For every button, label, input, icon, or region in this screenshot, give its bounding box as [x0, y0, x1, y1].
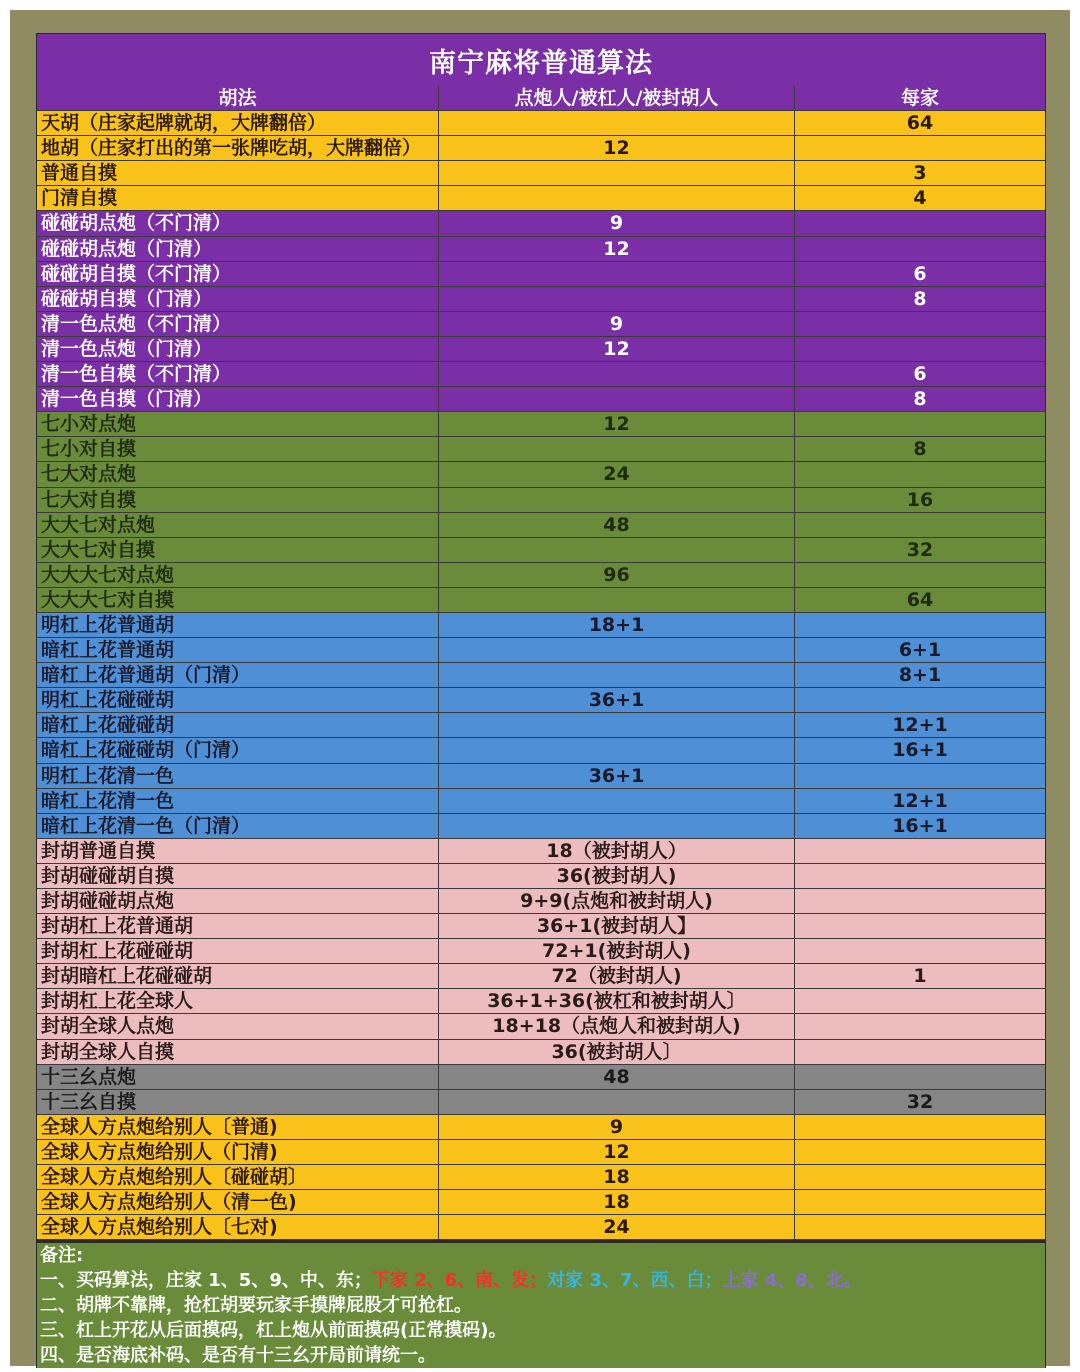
notes-heading: 备注: — [40, 1245, 84, 1266]
notes-section — [37, 1243, 1045, 1368]
table-row — [37, 814, 1045, 839]
row-each-value — [795, 1165, 1045, 1190]
row-each-value: 1 — [795, 964, 1045, 989]
row-each-value: 16+1 — [795, 738, 1045, 763]
table-row — [37, 889, 1045, 914]
row-hand-name: 十三幺自摸 — [37, 1090, 439, 1115]
row-hand-name: 暗杠上花清一色（门清） — [37, 814, 439, 839]
row-hand-name: 全球人方点炮给别人〔普通) — [37, 1115, 439, 1140]
header-each: 每家 — [795, 86, 1045, 111]
table-row — [37, 211, 1045, 236]
row-payer-value: 12 — [439, 1140, 795, 1165]
row-hand-name: 天胡（庄家起牌就胡，大牌翻倍） — [37, 111, 439, 136]
row-payer-value — [439, 789, 795, 814]
row-each-value — [795, 136, 1045, 161]
row-payer-value: 48 — [439, 1065, 795, 1090]
table-row — [37, 563, 1045, 588]
row-each-value: 64 — [795, 111, 1045, 136]
row-hand-name: 封胡暗杠上花碰碰胡 — [37, 964, 439, 989]
row-hand-name: 大大七对自摸 — [37, 538, 439, 563]
note-line-1-cyan: 对家 3、7、西、白； — [547, 1270, 723, 1291]
row-each-value — [795, 764, 1045, 789]
table-row — [37, 688, 1045, 713]
row-hand-name: 封胡碰碰胡自摸 — [37, 864, 439, 889]
row-hand-name: 碰碰胡点炮（不门清） — [37, 211, 439, 236]
row-payer-value: 36(被封胡人〕 — [439, 1040, 795, 1065]
row-hand-name: 碰碰胡自摸（不门清） — [37, 262, 439, 287]
row-each-value — [795, 211, 1045, 236]
row-hand-name: 全球人方点炮给别人〔碰碰胡〕 — [37, 1165, 439, 1190]
row-each-value — [795, 412, 1045, 437]
row-each-value — [795, 914, 1045, 939]
row-hand-name: 封胡杠上花全球人 — [37, 989, 439, 1014]
row-payer-value: 18 — [439, 1165, 795, 1190]
row-payer-value — [439, 161, 795, 186]
table-row — [37, 337, 1045, 362]
row-hand-name: 封胡全球人自摸 — [37, 1040, 439, 1065]
row-payer-value — [439, 262, 795, 287]
row-hand-name: 清一色自摸（门清） — [37, 387, 439, 412]
table-row — [37, 1115, 1045, 1140]
row-payer-value: 36+1 — [439, 688, 795, 713]
row-payer-value — [439, 186, 795, 211]
row-hand-name: 暗杠上花普通胡（门清） — [37, 663, 439, 688]
note-line-2: 二、胡牌不靠牌，抢杠胡要玩家手摸牌屁股才可抢杠。 — [40, 1295, 472, 1316]
row-each-value — [795, 864, 1045, 889]
table-row — [37, 764, 1045, 789]
row-each-value: 6 — [795, 262, 1045, 287]
row-hand-name: 清一色点炮（门清） — [37, 337, 439, 362]
row-each-value: 16 — [795, 488, 1045, 513]
header-payer: 点炮人/被杠人/被封胡人 — [439, 86, 795, 111]
table-row — [37, 864, 1045, 889]
note-line-1-red: 下家 2、6、南、发； — [371, 1270, 548, 1291]
row-each-value: 8 — [795, 387, 1045, 412]
row-each-value — [795, 839, 1045, 864]
row-hand-name: 全球人方点炮给别人（门清) — [37, 1140, 439, 1165]
row-each-value — [795, 563, 1045, 588]
row-hand-name: 清一色点炮（不门清） — [37, 312, 439, 337]
table-row — [37, 1065, 1045, 1090]
row-payer-value: 48 — [439, 513, 795, 538]
row-payer-value — [439, 713, 795, 738]
row-hand-name: 明杠上花碰碰胡 — [37, 688, 439, 713]
table-row — [37, 989, 1045, 1014]
row-each-value — [795, 1014, 1045, 1039]
row-each-value: 12+1 — [795, 789, 1045, 814]
note-line-4: 四、是否海底补码、是否有十三幺开局前请统一。 — [40, 1345, 436, 1366]
header-hand-type: 胡法 — [37, 86, 439, 111]
row-each-value — [795, 889, 1045, 914]
row-hand-name: 七小对自摸 — [37, 437, 439, 462]
row-each-value — [795, 312, 1045, 337]
table-title: 南宁麻将普通算法 — [37, 34, 1045, 86]
row-payer-value: 12 — [439, 237, 795, 262]
row-hand-name: 封胡碰碰胡点炮 — [37, 889, 439, 914]
row-hand-name: 碰碰胡自摸（门清） — [37, 287, 439, 312]
note-line-1 — [37, 1268, 1045, 1293]
row-each-value: 8+1 — [795, 663, 1045, 688]
row-payer-value: 36(被封胡人) — [439, 864, 795, 889]
note-line-1-prefix: 一、买码算法，庄家 1、5、9、中、东； — [40, 1270, 372, 1291]
row-hand-name: 暗杠上花碰碰胡（门清） — [37, 738, 439, 763]
row-each-value: 4 — [795, 186, 1045, 211]
table-row — [37, 1215, 1045, 1240]
row-payer-value — [439, 588, 795, 613]
row-each-value — [795, 1115, 1045, 1140]
row-payer-value: 36+1(被封胡人】 — [439, 914, 795, 939]
row-each-value — [795, 237, 1045, 262]
table-row — [37, 538, 1045, 563]
row-payer-value: 9+9(点炮和被封胡人) — [439, 889, 795, 914]
row-payer-value: 12 — [439, 412, 795, 437]
table-row — [37, 1090, 1045, 1115]
row-each-value — [795, 688, 1045, 713]
row-each-value — [795, 1040, 1045, 1065]
row-payer-value: 12 — [439, 337, 795, 362]
row-payer-value — [439, 287, 795, 312]
table-row — [37, 588, 1045, 613]
table-row — [37, 312, 1045, 337]
row-hand-name: 地胡（庄家打出的第一张牌吃胡，大牌翻倍） — [37, 136, 439, 161]
row-payer-value: 36+1+36(被杠和被封胡人〕 — [439, 989, 795, 1014]
row-payer-value — [439, 437, 795, 462]
row-payer-value: 96 — [439, 563, 795, 588]
row-each-value — [795, 513, 1045, 538]
table-row — [37, 1014, 1045, 1039]
row-hand-name: 明杠上花普通胡 — [37, 613, 439, 638]
table-row — [37, 638, 1045, 663]
row-payer-value — [439, 387, 795, 412]
row-hand-name: 大大大七对点炮 — [37, 563, 439, 588]
row-each-value — [795, 462, 1045, 487]
row-each-value — [795, 939, 1045, 964]
table-row — [37, 111, 1045, 136]
row-each-value — [795, 613, 1045, 638]
row-hand-name: 明杠上花清一色 — [37, 764, 439, 789]
row-hand-name: 普通自摸 — [37, 161, 439, 186]
row-payer-value: 72（被封胡人) — [439, 964, 795, 989]
row-payer-value — [439, 814, 795, 839]
row-hand-name: 暗杠上花清一色 — [37, 789, 439, 814]
table-row — [37, 362, 1045, 387]
table-row — [37, 1040, 1045, 1065]
row-hand-name: 七大对点炮 — [37, 462, 439, 487]
row-each-value — [795, 1140, 1045, 1165]
row-hand-name: 碰碰胡点炮（门清） — [37, 237, 439, 262]
row-each-value: 3 — [795, 161, 1045, 186]
row-hand-name: 暗杠上花普通胡 — [37, 638, 439, 663]
row-payer-value: 24 — [439, 1215, 795, 1240]
row-payer-value — [439, 738, 795, 763]
table-row — [37, 613, 1045, 638]
row-each-value: 12+1 — [795, 713, 1045, 738]
row-payer-value: 24 — [439, 462, 795, 487]
table-row — [37, 437, 1045, 462]
row-hand-name: 大大七对点炮 — [37, 513, 439, 538]
row-each-value — [795, 337, 1045, 362]
table-row — [37, 513, 1045, 538]
table-row — [37, 663, 1045, 688]
table-row — [37, 1165, 1045, 1190]
table-row — [37, 713, 1045, 738]
row-hand-name: 封胡杠上花普通胡 — [37, 914, 439, 939]
row-hand-name: 清一色自模（不门清） — [37, 362, 439, 387]
row-payer-value — [439, 663, 795, 688]
row-payer-value: 18（被封胡人） — [439, 839, 795, 864]
table-row — [37, 237, 1045, 262]
row-hand-name: 门清自摸 — [37, 186, 439, 211]
row-each-value: 6+1 — [795, 638, 1045, 663]
table-row — [37, 488, 1045, 513]
row-payer-value: 18 — [439, 1190, 795, 1215]
row-payer-value — [439, 1090, 795, 1115]
table-row — [37, 161, 1045, 186]
row-hand-name: 封胡普通自摸 — [37, 839, 439, 864]
table-row — [37, 1140, 1045, 1165]
row-hand-name: 全球人方点炮给别人（清一色) — [37, 1190, 439, 1215]
scoring-table — [37, 86, 1045, 1240]
row-each-value — [795, 1215, 1045, 1240]
row-hand-name: 十三幺点炮 — [37, 1065, 439, 1090]
row-each-value — [795, 1190, 1045, 1215]
table-row — [37, 287, 1045, 312]
row-each-value: 32 — [795, 538, 1045, 563]
row-hand-name: 七大对自摸 — [37, 488, 439, 513]
row-payer-value: 18+1 — [439, 613, 795, 638]
row-each-value: 8 — [795, 287, 1045, 312]
row-hand-name: 全球人方点炮给别人〔七对) — [37, 1215, 439, 1240]
row-payer-value: 12 — [439, 136, 795, 161]
table-row — [37, 136, 1045, 161]
row-payer-value — [439, 111, 795, 136]
note-line-3: 三、杠上开花从后面摸码，杠上炮从前面摸码(正常摸码)。 — [40, 1320, 507, 1341]
row-payer-value — [439, 538, 795, 563]
row-each-value: 32 — [795, 1090, 1045, 1115]
row-hand-name: 封胡全球人点炮 — [37, 1014, 439, 1039]
row-payer-value — [439, 488, 795, 513]
row-each-value: 6 — [795, 362, 1045, 387]
table-row — [37, 939, 1045, 964]
table-row — [37, 1190, 1045, 1215]
table-row — [37, 387, 1045, 412]
table-row — [37, 186, 1045, 211]
row-hand-name: 暗杠上花碰碰胡 — [37, 713, 439, 738]
row-payer-value: 36+1 — [439, 764, 795, 789]
row-payer-value — [439, 362, 795, 387]
table-row — [37, 262, 1045, 287]
row-payer-value: 72+1(被封胡人) — [439, 939, 795, 964]
row-payer-value: 9 — [439, 1115, 795, 1140]
table-row — [37, 839, 1045, 864]
row-hand-name: 七小对点炮 — [37, 412, 439, 437]
row-hand-name: 封胡杠上花碰碰胡 — [37, 939, 439, 964]
row-payer-value: 18+18（点炮人和被封胡人) — [439, 1014, 795, 1039]
table-row — [37, 914, 1045, 939]
row-payer-value — [439, 638, 795, 663]
table-header-row — [37, 86, 1045, 111]
table-row — [37, 964, 1045, 989]
row-each-value: 16+1 — [795, 814, 1045, 839]
table-row — [37, 738, 1045, 763]
row-each-value — [795, 989, 1045, 1014]
row-hand-name: 大大大七对自摸 — [37, 588, 439, 613]
note-line-1-violet: 上家 4、8、北。 — [722, 1270, 862, 1291]
row-each-value — [795, 1065, 1045, 1090]
row-each-value: 64 — [795, 588, 1045, 613]
table-row — [37, 789, 1045, 814]
row-each-value: 8 — [795, 437, 1045, 462]
table-row — [37, 412, 1045, 437]
table-row — [37, 462, 1045, 487]
row-payer-value: 9 — [439, 312, 795, 337]
row-payer-value: 9 — [439, 211, 795, 236]
